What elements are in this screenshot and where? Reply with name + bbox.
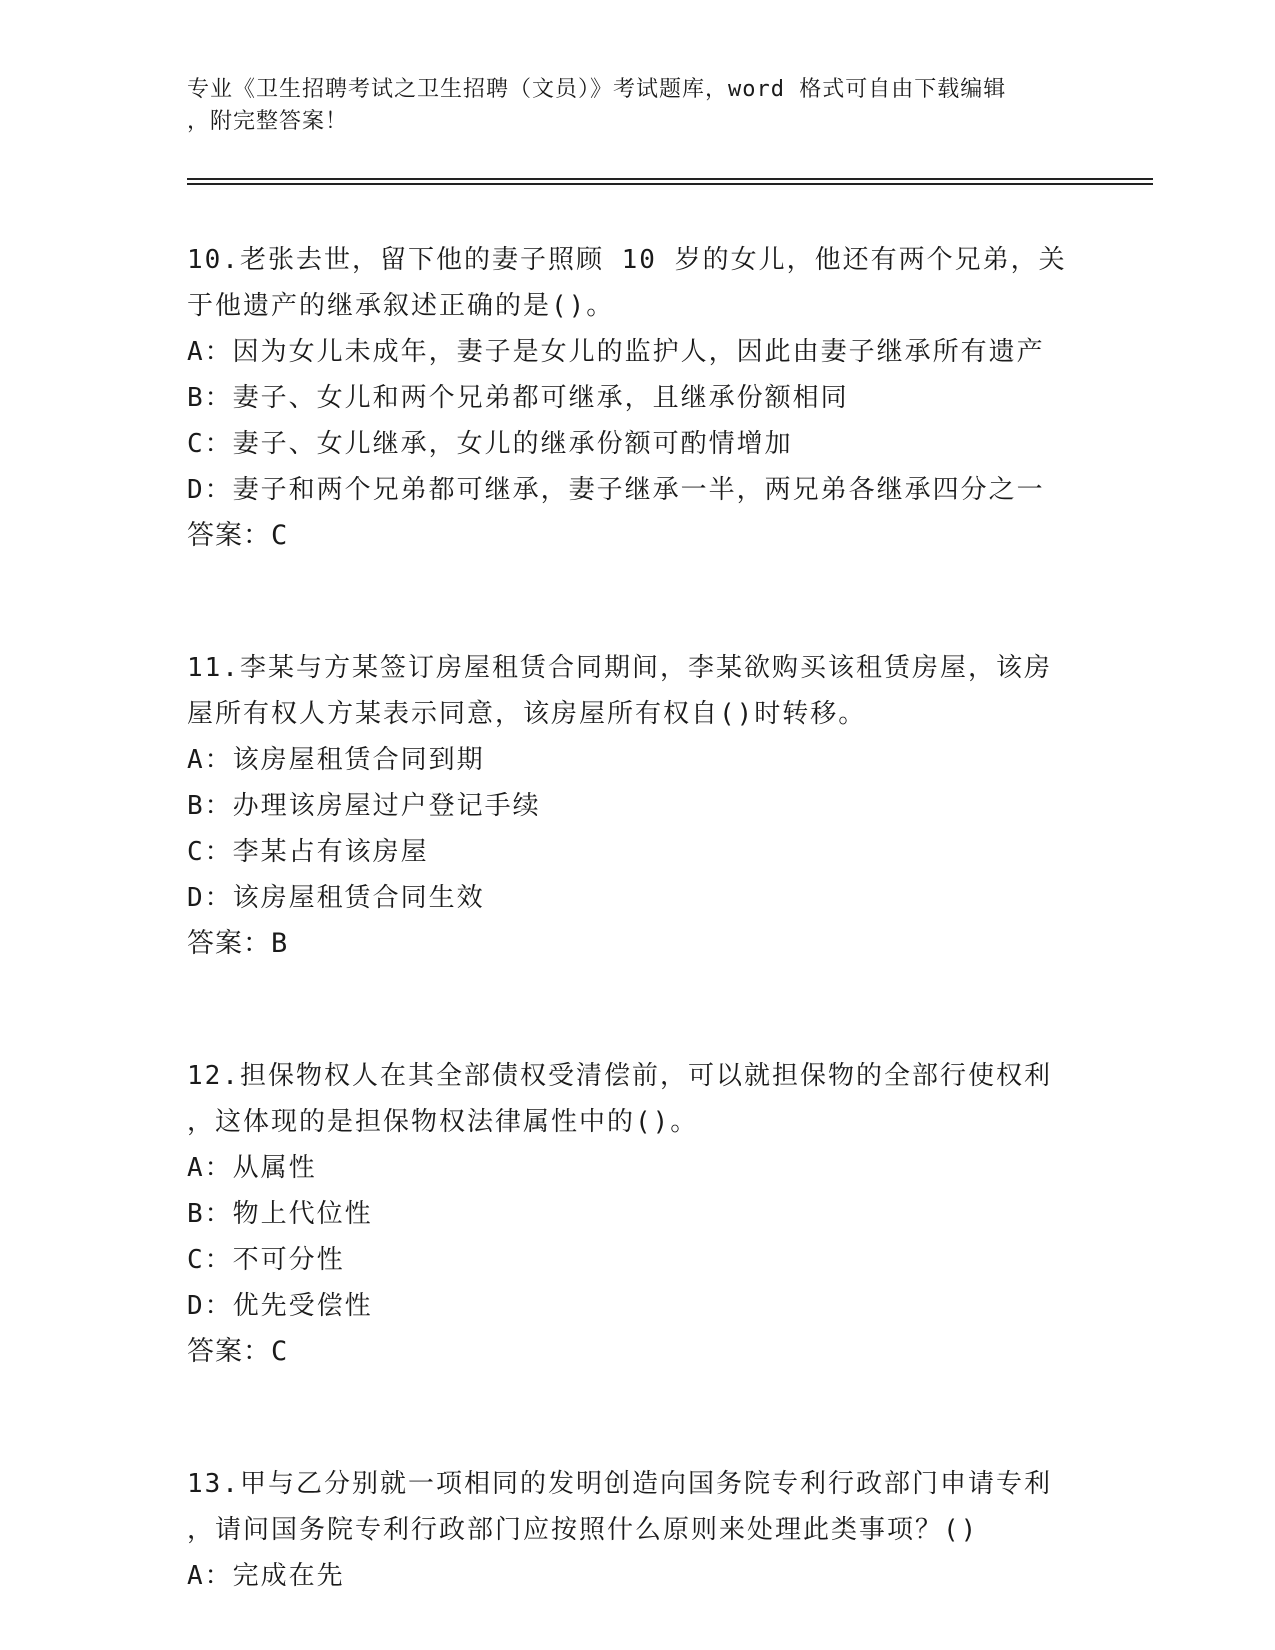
option-d: D：该房屋租赁合同生效 [187,883,485,913]
question-stem-line: ，请问国务院专利行政部门应按照什么原则来处理此类事项？() [187,1515,979,1545]
question-13 [187,1461,1087,1599]
option-a: A：完成在先 [187,1561,345,1591]
answer-label: 答案： [187,1336,271,1367]
question-stem-line: 13.甲与乙分别就一项相同的发明创造向国务院专利行政部门申请专利 [187,1469,1052,1499]
option-b: B：办理该房屋过户登记手续 [187,791,541,821]
option-c: C：妻子、女儿继承，女儿的继承份额可酌情增加 [187,429,793,459]
option-a: A：该房屋租赁合同到期 [187,745,485,775]
question-gap [187,559,1087,645]
option-a: A：因为女儿未成年，妻子是女儿的监护人，因此由妻子继承所有遗产 [187,337,1045,367]
question-stem-line: 于他遗产的继承叙述正确的是()。 [187,291,615,321]
answer-value: B [271,928,289,959]
answer-value: C [271,1336,289,1367]
option-c: C：不可分性 [187,1245,345,1275]
answer-line [187,1329,1087,1375]
question-list [187,237,1087,1599]
question-gap [187,967,1087,1053]
answer-value: C [271,520,289,551]
question-stem-line: 12.担保物权人在其全部债权受清偿前，可以就担保物的全部行使权利 [187,1061,1052,1091]
header-line-1: 专业《卫生招聘考试之卫生招聘（文员）》考试题库，word 格式可自由下载编辑 [187,77,1007,102]
option-b: B：妻子、女儿和两个兄弟都可继承，且继承份额相同 [187,383,849,413]
option-d: D：妻子和两个兄弟都可继承，妻子继承一半，两兄弟各继承四分之一 [187,475,1045,505]
option-a: A：从属性 [187,1153,317,1183]
header-divider-top [187,178,1153,180]
question-stem-line: 10.老张去世，留下他的妻子照顾 10 岁的女儿，他还有两个兄弟，关 [187,245,1067,275]
question-10 [187,237,1087,559]
option-b: B：物上代位性 [187,1199,373,1229]
answer-line [187,921,1087,967]
question-stem-line: 11.李某与方某签订房屋租赁合同期间，李某欲购买该租赁房屋，该房 [187,653,1052,683]
header-divider-bottom [187,183,1153,185]
answer-label: 答案： [187,928,271,959]
question-stem-line: ，这体现的是担保物权法律属性中的()。 [187,1107,699,1137]
question-gap [187,1375,1087,1461]
question-11 [187,645,1087,967]
option-d: D：优先受偿性 [187,1291,373,1321]
question-12 [187,1053,1087,1375]
option-c: C：李某占有该房屋 [187,837,429,867]
answer-label: 答案： [187,520,271,551]
answer-line [187,513,1087,559]
document-header [187,74,1087,138]
header-line-2: ，附完整答案！ [187,109,349,134]
question-stem-line: 屋所有权人方某表示同意，该房屋所有权自()时转移。 [187,699,867,729]
